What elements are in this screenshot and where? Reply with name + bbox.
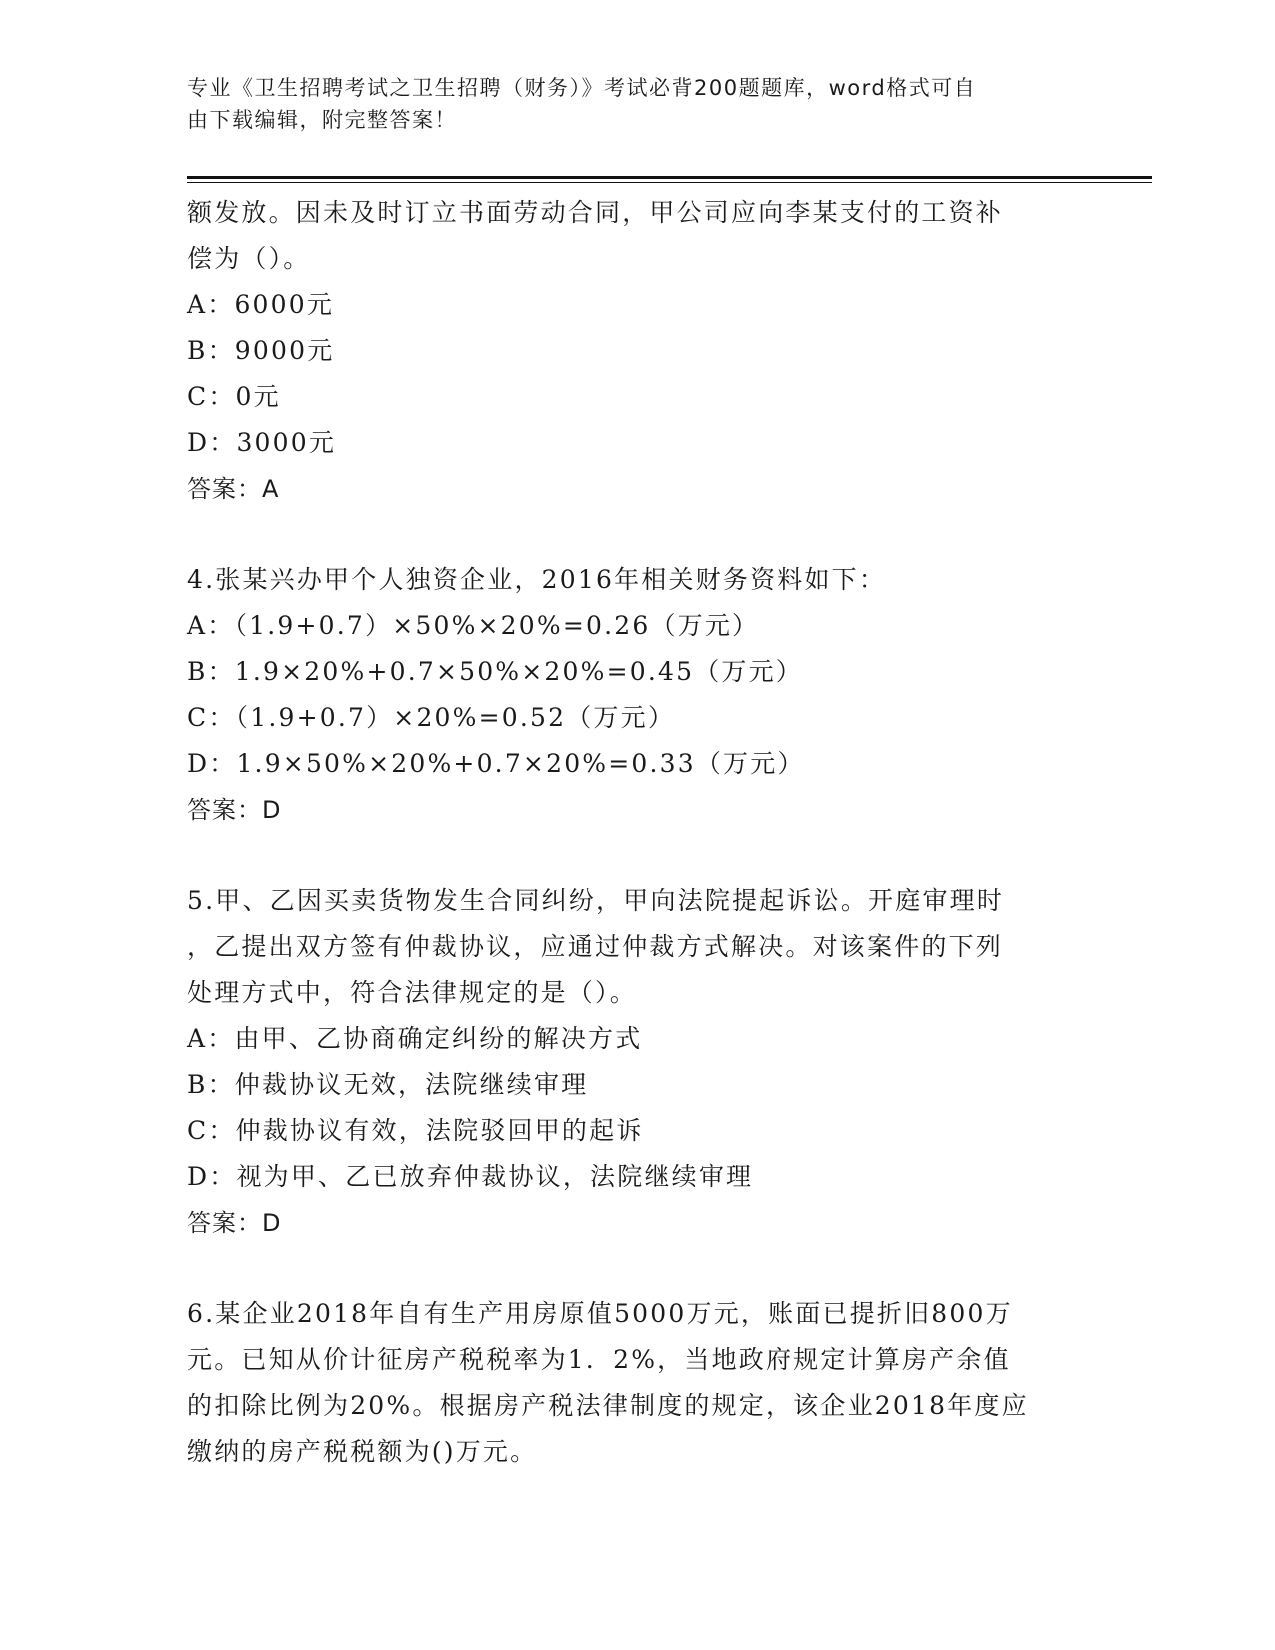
question-block <box>187 557 1087 833</box>
question-stem: ，乙提出双方签有仲裁协议，应通过仲裁方式解决。对该案件的下列 <box>187 932 1004 961</box>
question-stem: 缴纳的房产税税额为()万元。 <box>187 1437 538 1466</box>
option-b: B：1.9×20%+0.7×50%×20%=0.45（万元） <box>187 657 803 686</box>
option-c: C：仲裁协议有效，法院驳回甲的起诉 <box>187 1116 644 1145</box>
header-line: 由下载编辑，附完整答案！ <box>187 108 457 132</box>
option-b: B：仲裁协议无效，法院继续审理 <box>187 1070 589 1099</box>
option-d: D：3000元 <box>187 428 337 457</box>
option-a: A：6000元 <box>187 290 335 319</box>
question-stem: 6.某企业2018年自有生产用房原值5000万元，账面已提折旧800万 <box>187 1299 1013 1328</box>
question-list <box>187 190 1087 1475</box>
option-d: D：视为甲、乙已放弃仲裁协议，法院继续审理 <box>187 1162 754 1191</box>
option-b: B：9000元 <box>187 336 335 365</box>
question-stem: 4.张某兴办甲个人独资企业，2016年相关财务资料如下： <box>187 565 887 594</box>
question-block <box>187 190 1087 512</box>
question-block <box>187 878 1087 1246</box>
option-c: C：（1.9+0.7）×20%=0.52（万元） <box>187 703 676 732</box>
question-stem: 的扣除比例为20%。根据房产税法律制度的规定，该企业2018年度应 <box>187 1391 1029 1420</box>
question-stem: 额发放。因未及时订立书面劳动合同，甲公司应向李某支付的工资补 <box>187 198 1004 227</box>
answer-line: 答案：A <box>187 475 280 503</box>
answer-line: 答案：D <box>187 796 282 824</box>
question-stem: 元。已知从价计征房产税税率为1．2%，当地政府规定计算房产余值 <box>187 1345 1011 1374</box>
option-c: C：0元 <box>187 382 281 411</box>
option-d: D：1.9×50%×20%+0.7×20%=0.33（万元） <box>187 749 805 778</box>
document-header <box>187 72 1067 136</box>
question-stem: 处理方式中，符合法律规定的是（）。 <box>187 978 637 1007</box>
header-rule <box>187 176 1152 179</box>
option-a: A：（1.9+0.7）×50%×20%=0.26（万元） <box>187 611 760 640</box>
answer-line: 答案：D <box>187 1209 282 1237</box>
question-block <box>187 1291 1087 1475</box>
option-a: A：由甲、乙协商确定纠纷的解决方式 <box>187 1024 643 1053</box>
header-line: 专业《卫生招聘考试之卫生招聘（财务）》考试必背200题题库，word格式可自 <box>187 76 977 100</box>
header-rule <box>187 182 1152 183</box>
question-stem: 偿为（）。 <box>187 244 311 273</box>
question-stem: 5.甲、乙因买卖货物发生合同纠纷，甲向法院提起诉讼。开庭审理时 <box>187 886 1005 915</box>
